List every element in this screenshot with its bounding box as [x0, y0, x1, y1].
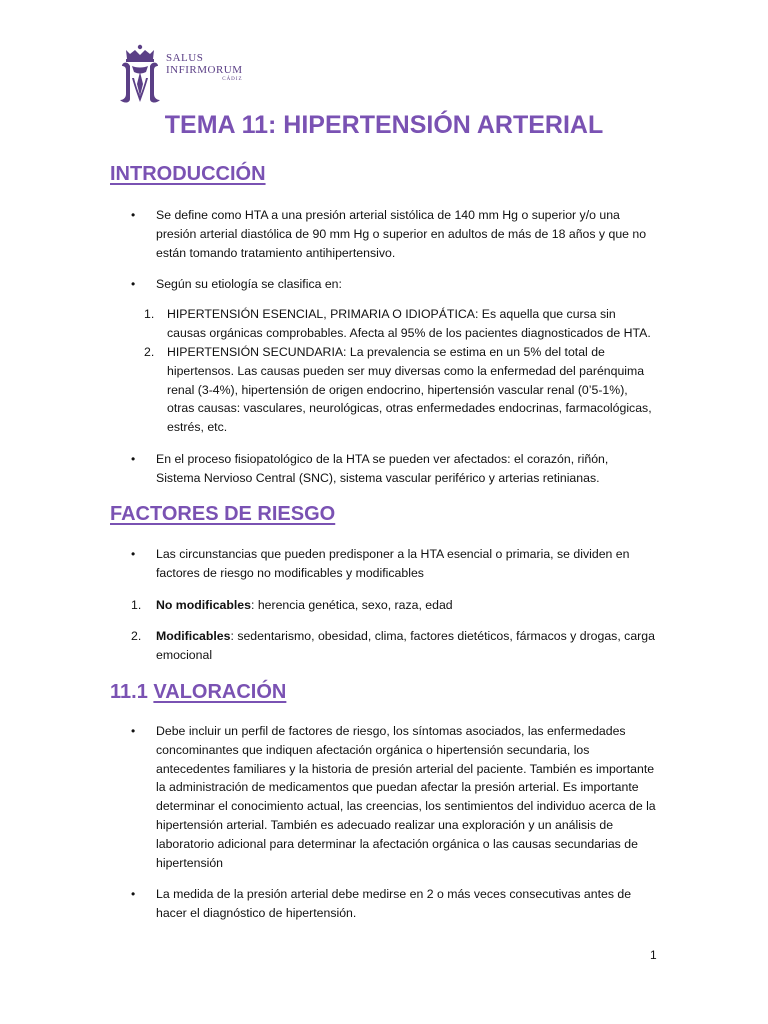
section-heading-text: VALORACIÓN: [153, 681, 287, 703]
list-number: 2.: [131, 629, 142, 643]
bullet-icon: •: [131, 887, 136, 901]
list-number: 1.: [144, 307, 155, 321]
risk-item-text: : herencia genética, sexo, raza, edad: [250, 598, 453, 612]
logo-line-2: INFIRMORUM: [166, 64, 243, 76]
logo-line-3: CÁDIZ: [222, 77, 243, 82]
section-heading-text: FACTORES DE RIESGO: [110, 503, 336, 525]
section-heading-factores-de-riesgo: [110, 503, 335, 527]
section-heading-introduccion: [110, 163, 266, 187]
logo-line-1: SALUS: [166, 52, 204, 64]
bullet-icon: •: [131, 452, 136, 466]
valoracion-paragraph-perfil: Debe incluir un perfil de factores de riesgo, los síntomas asociados, las enfermedades concominantes que indiquen afectación orgánica o hipertensión secundaria, los antecedentes familiares y la historia de presión arterial del paciente. También es importante la administración de medicamentos que puedan afectar la presión arterial. Es importante determinar el conocimiento actual, las creencias, los sentimientos del individuo acerca de la hipertensión arterial. También es adecuado realizar una exploración y un análisis de laboratorio adicional para determinar la afectación orgánica o las causas secundarias de hipertensión: [156, 724, 656, 870]
risk-paragraph-intro: Las circunstancias que pueden predisponer a la HTA esencial o primaria, se dividen en factores de riesgo no modificables y modificables: [156, 547, 630, 580]
risk-item-text: : sedentarismo, obesidad, clima, factores dietéticos, fármacos y drogas, carga emocional: [156, 629, 655, 662]
valoracion-paragraph-medida: La medida de la presión arterial debe medirse en 2 o más veces consecutivas antes de hacer el diagnóstico de hipertensión.: [156, 887, 632, 920]
section-heading-valoracion: [110, 681, 286, 705]
risk-item-modificables: [156, 627, 656, 665]
intro-paragraph-fisiopatologia: En el proceso fisiopatológico de la HTA se pueden ver afectados: el corazón, riñón, Sistema Nervioso Central (SNC), sistema vascular periférico y arterias retinianas.: [156, 452, 609, 485]
bullet-icon: •: [131, 208, 136, 222]
section-heading-text: INTRODUCCIÓN: [110, 163, 266, 185]
intro-paragraph-etiologia: Según su etiología se clasifica en:: [156, 277, 342, 291]
list-number: 1.: [131, 598, 142, 612]
logo-wordmark: [166, 53, 243, 82]
risk-item-no-modificables: [156, 596, 656, 615]
list-number: 2.: [144, 345, 155, 359]
section-heading-number: 11.1: [110, 681, 148, 703]
list-item-secundaria: HIPERTENSIÓN SECUNDARIA: La prevalencia se estima en un 5% del total de hipertensos. Las causas pueden ser muy diversas como la enfermedad del parénquima renal (3-4%), hipertensión de origen endocrino, hipertensión vascular renal (0’5-1%), otras causas: vasculares, neurológicas, otras enfermedades endocrinas, farmacológicas, estrés, etc.: [167, 345, 652, 435]
crown-emblem-icon: [116, 44, 164, 106]
page-number: 1: [650, 948, 657, 962]
bullet-icon: •: [131, 277, 136, 291]
bullet-icon: •: [131, 547, 136, 561]
list-item-esencial: HIPERTENSIÓN ESENCIAL, PRIMARIA O IDIOPÁTICA: Es aquella que cursa sin causas orgánicas comprobables. Afecta al 95% de los pacientes diagnosticados de HTA.: [167, 307, 651, 340]
salus-infirmorum-logo: [116, 44, 256, 108]
intro-paragraph-definition: Se define como HTA a una presión arterial sistólica de 140 mm Hg o superior y/o una presión arterial diastólica de 90 mm Hg o superior en adultos de más de 18 años y que no están tomando tratamiento antihipertensivo.: [156, 208, 647, 260]
risk-item-label: No modificables: [156, 598, 251, 612]
bullet-icon: •: [131, 724, 136, 738]
risk-item-label: Modificables: [156, 629, 231, 643]
page-title: TEMA 11: HIPERTENSIÓN ARTERIAL: [164, 111, 604, 139]
